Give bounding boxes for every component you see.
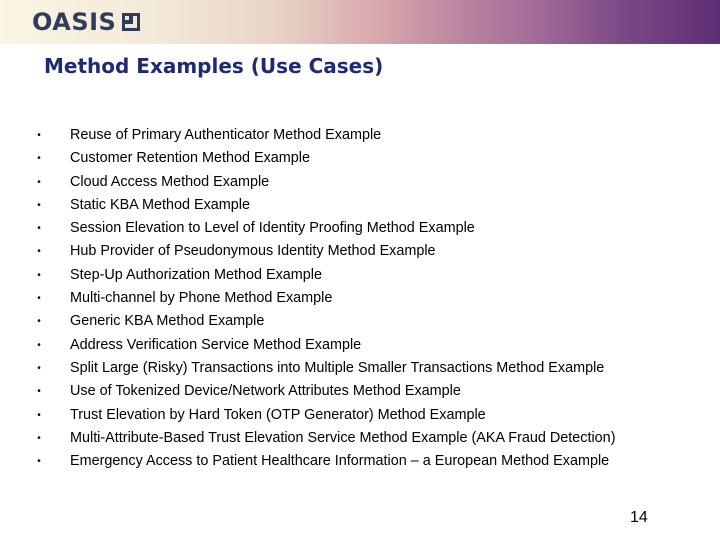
list-item (0, 404, 720, 427)
bullet-text: Static KBA Method Example (70, 196, 250, 213)
list-item (0, 194, 720, 217)
bullet-icon: • (37, 130, 41, 141)
bullet-text: Trust Elevation by Hard Token (OTP Generator) Method Example (70, 406, 486, 423)
header-band (0, 0, 720, 44)
bullet-icon: • (37, 293, 41, 305)
page-number: 14 (630, 509, 648, 526)
slide-title: Method Examples (Use Cases) (44, 54, 384, 78)
list-item (0, 427, 720, 450)
bullet-icon: • (37, 432, 41, 444)
bullet-text: Session Elevation to Level of Identity Proofing Method Example (70, 220, 475, 237)
list-item (0, 217, 720, 240)
list-item (0, 380, 720, 403)
list-item (0, 334, 720, 357)
list-item (0, 240, 720, 263)
bullet-text: Generic KBA Method Example (70, 313, 265, 330)
bullet-icon: • (37, 386, 41, 398)
oasis-logo-mark-icon (121, 12, 141, 32)
list-item (0, 124, 720, 147)
list-item (0, 264, 720, 287)
bullet-text: Split Large (Risky) Transactions into Multiple Smaller Transactions Method Example (70, 359, 605, 376)
bullet-text: Use of Tokenized Device/Network Attributes Method Example (70, 383, 461, 400)
logo-text: OASIS (32, 8, 117, 36)
bullet-icon: • (37, 362, 41, 374)
bullet-icon: • (37, 456, 41, 468)
list-item (0, 287, 720, 310)
bullet-text: Step-Up Authorization Method Example (70, 266, 322, 283)
bullet-icon: • (37, 153, 41, 165)
bullet-text: Hub Provider of Pseudonymous Identity Method Example (70, 243, 436, 260)
list-item (0, 357, 720, 380)
bullet-icon: • (37, 199, 41, 211)
oasis-logo (32, 7, 141, 37)
list-item (0, 171, 720, 194)
bullet-list (0, 124, 720, 473)
bullet-icon: • (37, 246, 41, 258)
bullet-text: Reuse of Primary Authenticator Method Example (70, 127, 382, 143)
list-item (0, 310, 720, 333)
list-item (0, 450, 720, 473)
bullet-icon: • (37, 409, 41, 421)
bullet-icon: • (37, 223, 41, 235)
list-item (0, 147, 720, 170)
bullet-icon: • (37, 269, 41, 281)
bullet-text: Address Verification Service Method Example (70, 336, 362, 353)
bullet-text: Multi-channel by Phone Method Example (70, 290, 333, 307)
bullet-icon: • (37, 176, 41, 188)
bullet-icon: • (37, 339, 41, 351)
bullet-text: Emergency Access to Patient Healthcare Information – a European Method Example (70, 453, 610, 470)
bullet-icon: • (37, 316, 41, 328)
bullet-text: Customer Retention Method Example (70, 150, 310, 167)
bullet-text: Multi-Attribute-Based Trust Elevation Service Method Example (AKA Fraud Detection) (70, 429, 616, 446)
bullet-text: Cloud Access Method Example (70, 173, 270, 190)
